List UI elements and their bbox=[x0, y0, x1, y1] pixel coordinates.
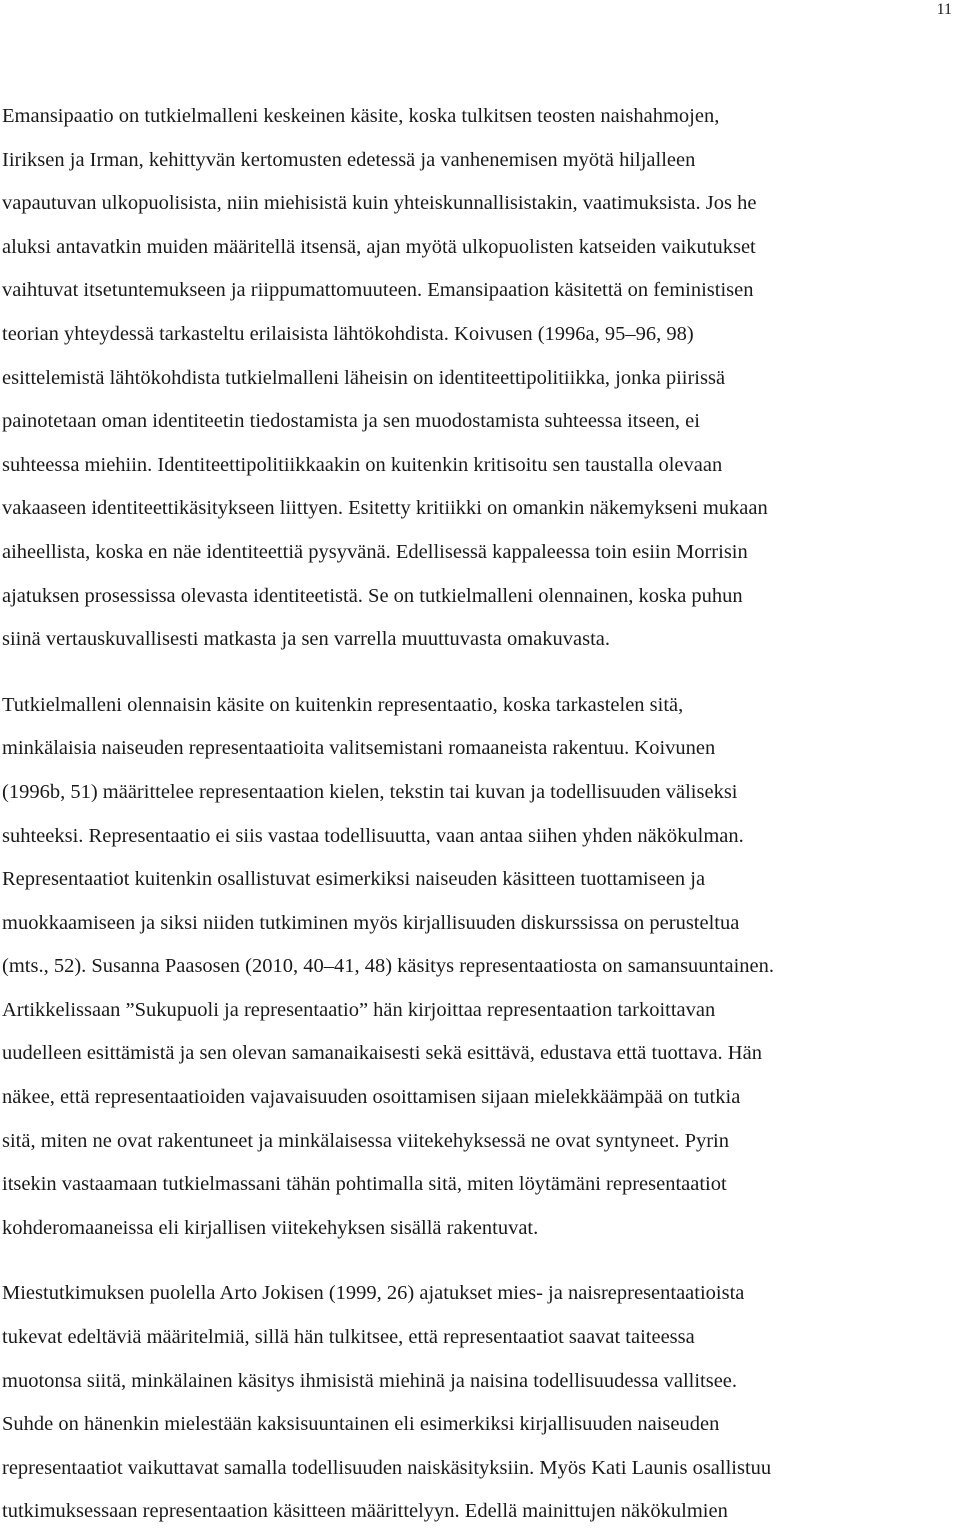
text-line: itsekin vastaamaan tutkielmassani tähän pohtimalla sitä, miten löytämäni representaatiot bbox=[2, 1173, 727, 1196]
text-line: aiheellista, koska en näe identiteettiä pysyvänä. Edellisessä kappaleessa toin esiin Morrisin bbox=[2, 540, 748, 563]
text-line: kohderomaaneissa eli kirjallisen viitekehyksen sisällä rakentuvat. bbox=[2, 1216, 539, 1239]
text-line: teorian yhteydessä tarkasteltu erilaisista lähtökohdista. Koivusen (1996a, 95–96, 98) bbox=[2, 322, 694, 345]
text-line: muotonsa siitä, minkälainen käsitys ihmisistä miehinä ja naisina todellisuudessa vallitsee. bbox=[2, 1369, 738, 1392]
text-line: sitä, miten ne ovat rakentuneet ja minkälaisessa viitekehyksessä ne ovat syntyneet. Pyrin bbox=[2, 1129, 729, 1152]
text-line: Emansipaatio on tutkielmalleni keskeinen käsite, koska tulkitsen teosten naishahmojen, bbox=[2, 105, 720, 127]
text-line: suhteeksi. Representaatio ei siis vastaa todellisuutta, vaan antaa siihen yhden näkökulman. bbox=[2, 824, 744, 847]
text-line: uudelleen esittämistä ja sen olevan samanaikaisesti sekä esittävä, edustava että tuottava. Hän bbox=[2, 1042, 762, 1065]
text-line: ajatuksen prosessissa olevasta identiteetistä. Se on tutkielmalleni olennainen, koska puhun bbox=[2, 584, 743, 607]
paragraph-spacer bbox=[2, 1250, 956, 1272]
text-line: aluksi antavatkin muiden määritellä itsensä, ajan myötä ulkopuolisten katseiden vaikutukset bbox=[2, 235, 756, 258]
text-line: Artikkelissaan ”Sukupuoli ja representaatio” hän kirjoittaa representaation tarkoittavan bbox=[2, 998, 716, 1021]
text-line: Miestutkimuksen puolella Arto Jokisen (1999, 26) ajatukset mies- ja naisrepresentaatioista bbox=[2, 1282, 745, 1305]
text-line: tutkimuksessaan representaation käsitteen määrittelyyn. Edellä mainittujen näkökulmien bbox=[2, 1500, 728, 1523]
text-line: siinä vertauskuvallisesti matkasta ja sen varrella muuttuvasta omakuvasta. bbox=[2, 628, 610, 651]
text-line: (1996b, 51) määrittelee representaation kielen, tekstin tai kuvan ja todellisuuden väliseksi bbox=[2, 780, 738, 803]
text-line: minkälaisia naiseuden representaatioita valitsemistani romaaneista rakentuu. Koivunen bbox=[2, 737, 716, 760]
text-line: muokkaamiseen ja siksi niiden tutkiminen myös kirjallisuuden diskurssissa on perusteltua bbox=[2, 911, 740, 934]
text-line: Tutkielmalleni olennaisin käsite on kuitenkin representaatio, koska tarkastelen sitä, bbox=[2, 693, 684, 716]
paragraph-emancipation bbox=[2, 95, 956, 662]
text-line: representaatiot vaikuttavat samalla todellisuuden naiskäsityksiin. Myös Kati Launis osallistuu bbox=[2, 1456, 772, 1479]
text-line: tukevat edeltäviä määritelmiä, sillä hän tulkitsee, että representaatiot saavat taiteessa bbox=[2, 1326, 695, 1349]
text-line: näkee, että representaatioiden vajavaisuuden osoittamisen sijaan mielekkäämpää on tutkia bbox=[2, 1086, 741, 1109]
text-line: vapautuvan ulkopuolisista, niin miehisistä kuin yhteiskunnallisistakin, vaatimuksista. Jos he bbox=[2, 192, 757, 215]
paragraph-men-studies bbox=[2, 1272, 956, 1534]
paragraph-representation bbox=[2, 684, 956, 1251]
text-line: vaihtuvat itsetuntemukseen ja riippumattomuuteen. Emansipaation käsitettä on feministisen bbox=[2, 279, 754, 302]
text-line: suhteessa miehiin. Identiteettipolitiikkaakin on kuitenkin kritisoitu sen taustalla olevaan bbox=[2, 453, 723, 476]
text-line: Suhde on hänenkin mielestään kaksisuuntainen eli esimerkiksi kirjallisuuden naiseuden bbox=[2, 1413, 720, 1436]
document-body bbox=[2, 95, 956, 1534]
paragraph-spacer bbox=[2, 662, 956, 684]
text-line: Iiriksen ja Irman, kehittyvän kertomusten edetessä ja vanhenemisen myötä hiljalleen bbox=[2, 148, 696, 171]
text-line: painotetaan oman identiteetin tiedostamista ja sen muodostamista suhteessa itseen, ei bbox=[2, 410, 700, 433]
text-line: (mts., 52). Susanna Paasosen (2010, 40–41, 48) käsitys representaatiosta on samansuuntainen. bbox=[2, 955, 775, 978]
text-line: Representaatiot kuitenkin osallistuvat esimerkiksi naiseuden käsitteen tuottamiseen ja bbox=[2, 868, 706, 891]
text-line: esittelemistä lähtökohdista tutkielmalleni läheisin on identiteettipolitiikka, jonka piirissä bbox=[2, 366, 726, 389]
text-line: vakaaseen identiteettikäsitykseen liittyen. Esitetty kritiikki on omankin näkemykseni mukaan bbox=[2, 497, 768, 520]
page-number: 11 bbox=[936, 1, 952, 18]
